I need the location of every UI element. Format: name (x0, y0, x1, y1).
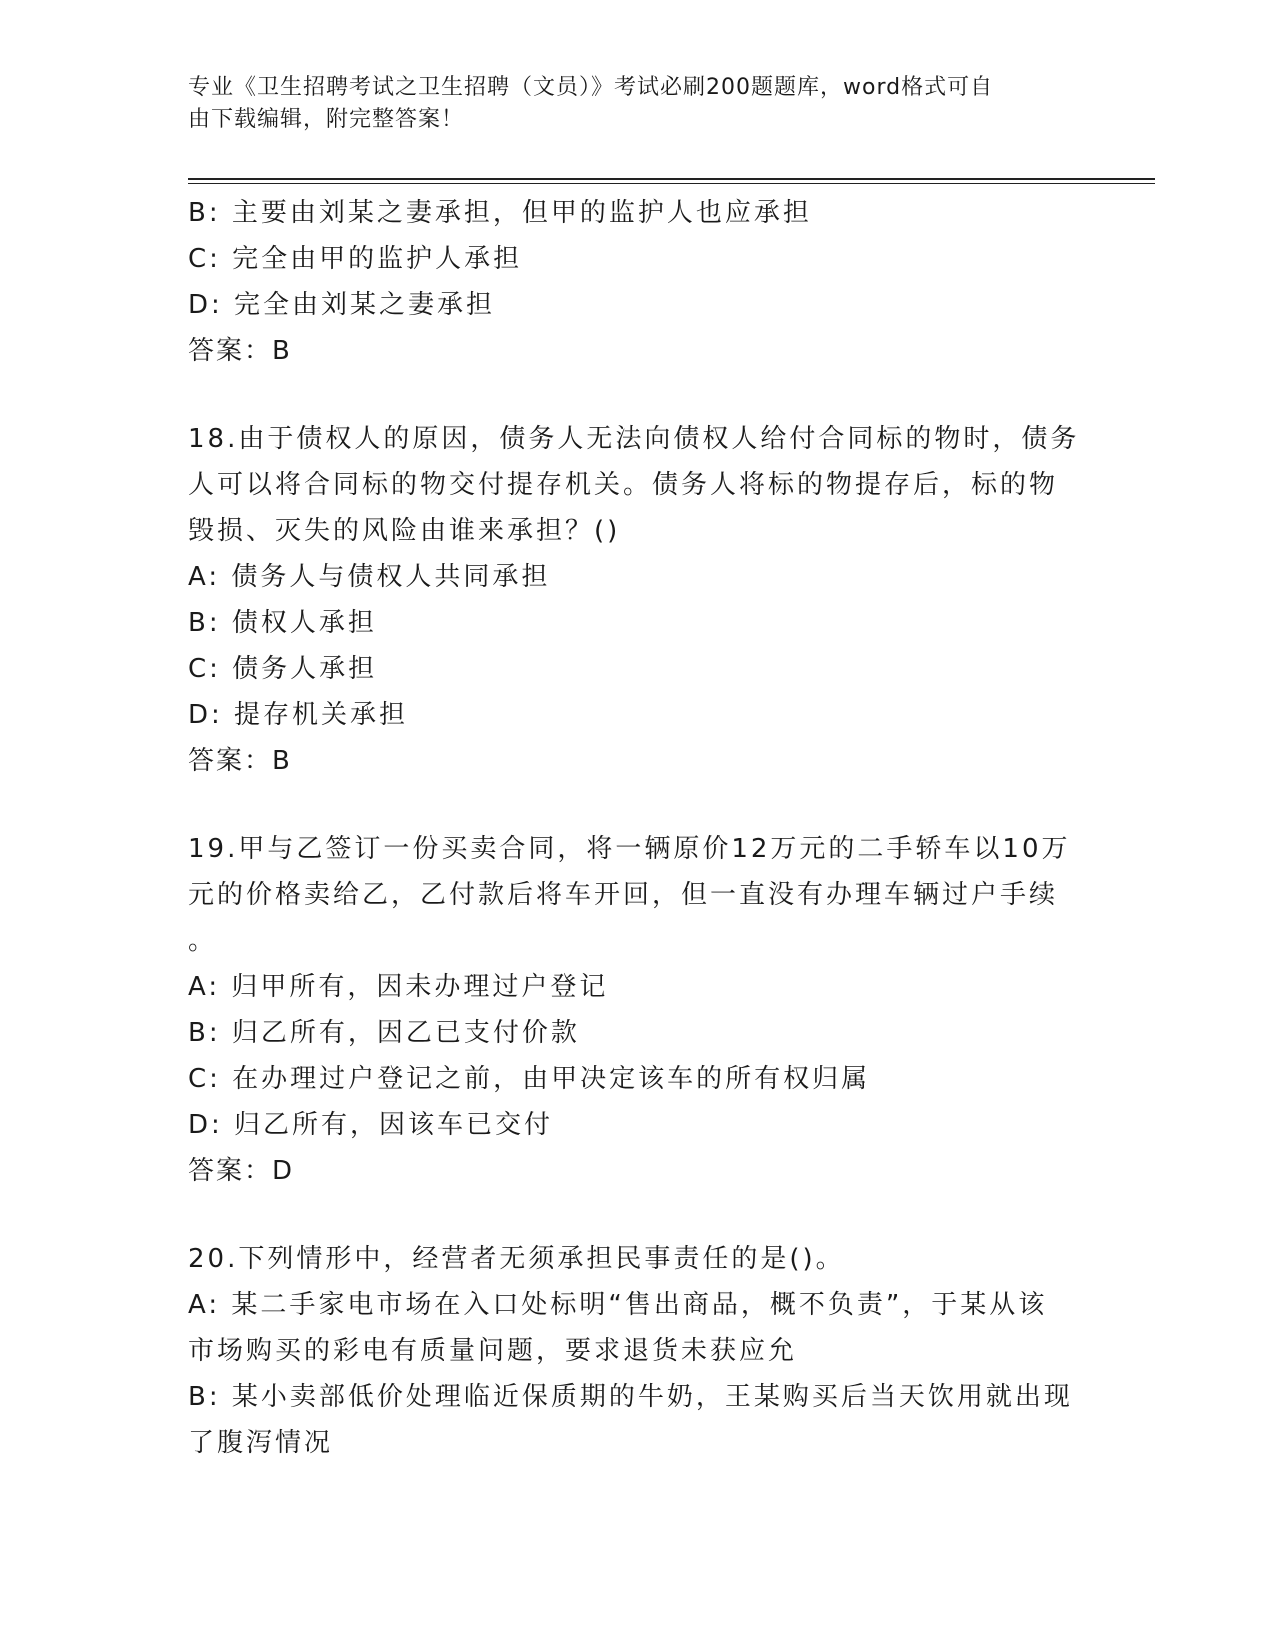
spacer (188, 374, 1088, 416)
question-stem-line: 。 (188, 926, 218, 956)
option-c: C: 在办理过户登记之前，由甲决定该车的所有权归属 (188, 1064, 871, 1094)
answer: 答案：D (188, 1156, 295, 1186)
question-stem-line: 18.由于债权人的原因，债务人无法向债权人给付合同标的物时，债务 (188, 424, 1080, 454)
option-c: C: 完全由甲的监护人承担 (188, 244, 523, 274)
answer: 答案：B (188, 746, 292, 776)
header-divider-thin (188, 183, 1155, 184)
option-b-line: 了腹泻情况 (188, 1428, 334, 1458)
spacer (188, 784, 1088, 826)
header-line-1: 专业《卫生招聘考试之卫生招聘（文员）》考试必刷200题题库，word格式可自 (188, 75, 994, 100)
question-20 (188, 1236, 1088, 1466)
option-d: D: 提存机关承担 (188, 700, 409, 730)
question-17-tail (188, 190, 1088, 374)
option-b: B: 债权人承担 (188, 608, 377, 638)
option-a: A: 归甲所有，因未办理过户登记 (188, 972, 609, 1002)
option-c: C: 债务人承担 (188, 654, 378, 684)
header-line-2: 由下载编辑，附完整答案！ (188, 107, 465, 132)
option-a-line: 市场购买的彩电有质量问题，要求退货未获应允 (188, 1336, 798, 1366)
question-19 (188, 826, 1088, 1194)
question-18 (188, 416, 1088, 784)
option-d: D: 完全由刘某之妻承担 (188, 290, 496, 320)
option-a-line: A: 某二手家电市场在入口处标明“售出商品，概不负责”，于某从该 (188, 1290, 1048, 1320)
header-divider-thick (188, 178, 1155, 180)
option-b: B: 归乙所有，因乙已支付价款 (188, 1018, 580, 1048)
option-a: A: 债务人与债权人共同承担 (188, 562, 551, 592)
document-header (188, 72, 1068, 136)
spacer (188, 1194, 1088, 1236)
option-b: B: 主要由刘某之妻承担，但甲的监护人也应承担 (188, 198, 812, 228)
question-body (188, 190, 1088, 1466)
option-b-line: B: 某小卖部低价处理临近保质期的牛奶，王某购买后当天饮用就出现 (188, 1382, 1073, 1412)
answer: 答案：B (188, 336, 292, 366)
question-stem-line: 元的价格卖给乙，乙付款后将车开回，但一直没有办理车辆过户手续 (188, 880, 1059, 910)
option-d: D: 归乙所有，因该车已交付 (188, 1110, 554, 1140)
question-stem-line: 19.甲与乙签订一份买卖合同，将一辆原价12万元的二手轿车以10万 (188, 834, 1071, 864)
question-stem-line: 20.下列情形中，经营者无须承担民事责任的是()。 (188, 1244, 845, 1274)
question-stem-line: 人可以将合同标的物交付提存机关。债务人将标的物提存后，标的物 (188, 470, 1059, 500)
question-stem-line: 毁损、灭失的风险由谁来承担？() (188, 516, 621, 546)
